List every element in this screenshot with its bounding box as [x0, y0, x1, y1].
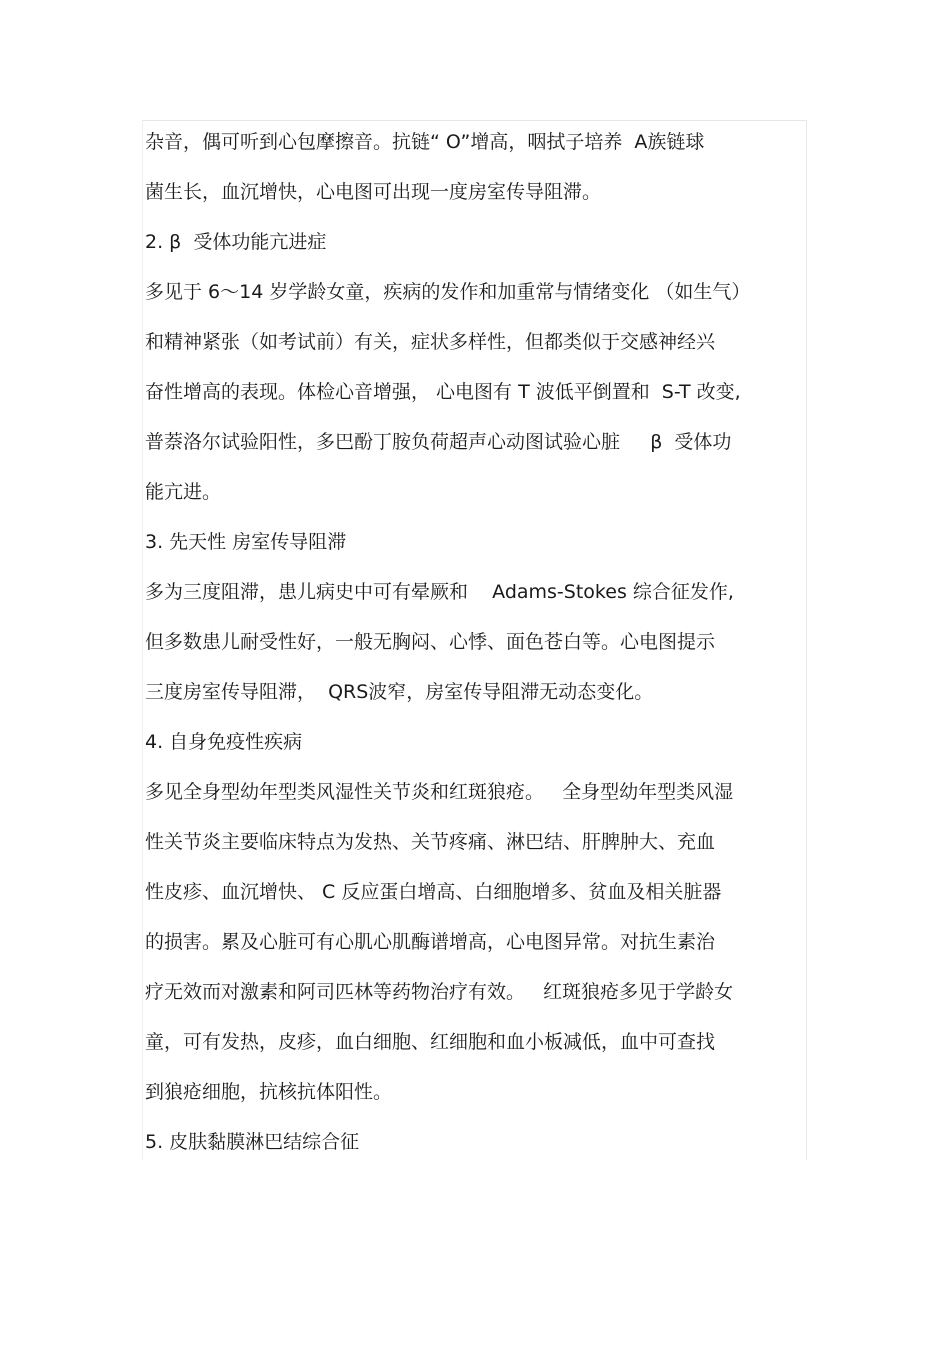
text-line: 杂音，偶可听到心包摩擦音。抗链“ O”增高，咽拭子培养 A族链球 [145, 131, 705, 153]
text-line: 童，可有发热，皮疹，血白细胞、红细胞和血小板减低，血中可查找 [145, 1031, 716, 1053]
text-line: 多为三度阻滞，患儿病史中可有晕厥和 Adams-Stokes 综合征发作, [145, 581, 734, 603]
text-line: 疗无效而对激素和阿司匹林等药物治疗有效。 红斑狼疮多见于学龄女 [145, 981, 734, 1003]
section-heading: 2. β 受体功能亢进症 [145, 231, 327, 253]
text-line: 能亢进。 [145, 481, 222, 503]
section-heading: 5. 皮肤黏膜淋巴结综合征 [145, 1131, 360, 1153]
section-heading: 4. 自身免疫性疾病 [145, 731, 303, 753]
text-line: 多见于 6～14 岁学龄女童，疾病的发作和加重常与情绪变化 （如生气） [145, 281, 751, 303]
text-line: 多见全身型幼年型类风湿性关节炎和红斑狼疮。 全身型幼年型类风湿 [145, 781, 734, 803]
text-line: 奋性增高的表现。体检心音增强， 心电图有 T 波低平倒置和 S-T 改变, [145, 381, 741, 403]
document-body [145, 117, 805, 1167]
text-line: 到狼疮细胞，抗核抗体阳性。 [145, 1081, 393, 1103]
text-line: 菌生长，血沉增快，心电图可出现一度房室传导阻滞。 [145, 181, 602, 203]
section-heading: 3. 先天性 房室传导阻滞 [145, 531, 347, 553]
text-line: 性皮疹、血沉增快、 C 反应蛋白增高、白细胞增多、贫血及相关脏器 [145, 881, 722, 903]
text-line: 但多数患儿耐受性好，一般无胸闷、心悸、面色苍白等。心电图提示 [145, 631, 716, 653]
text-line: 普萘洛尔试验阳性，多巴酚丁胺负荷超声心动图试验心脏 β 受体功 [145, 431, 732, 453]
text-line: 三度房室传导阻滞， QRS波窄，房室传导阻滞无动态变化。 [145, 681, 654, 703]
text-line: 和精神紧张（如考试前）有关，症状多样性，但都类似于交感神经兴 [145, 331, 716, 353]
text-line: 的损害。累及心脏可有心肌心肌酶谱增高，心电图异常。对抗生素治 [145, 931, 716, 953]
text-line: 性关节炎主要临床特点为发热、关节疼痛、淋巴结、肝脾肿大、充血 [145, 831, 716, 853]
